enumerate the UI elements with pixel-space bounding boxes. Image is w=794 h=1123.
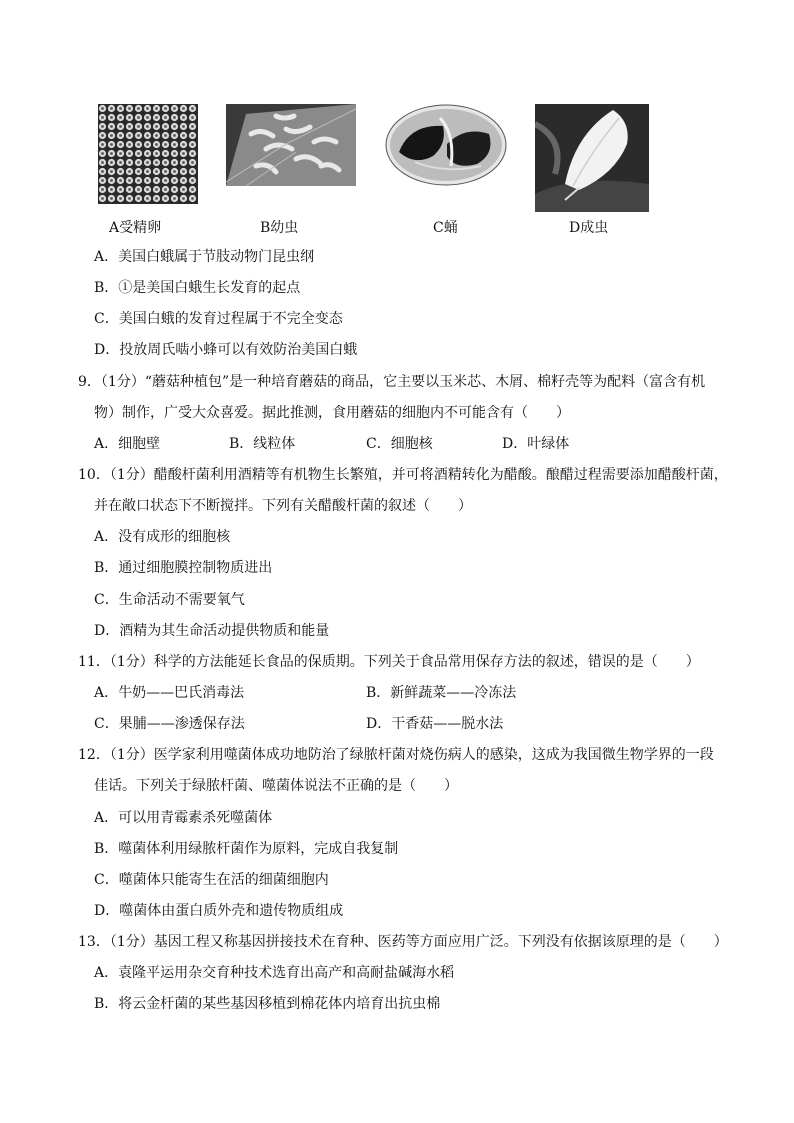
q11-stem: 11．（1分）科学的方法能延长食品的保质期。下列关于食品常用保存方法的叙述，错误的是（ ） <box>78 654 700 670</box>
q8-option-c: C．美国白蛾的发育过程属于不完全变态 <box>94 311 343 327</box>
q11-option-c: C．果脯——渗透保存法 <box>94 716 245 732</box>
q12-option-b: B．噬菌体利用绿脓杆菌作为原料，完成自我复制 <box>94 841 399 857</box>
eggs-image <box>98 104 198 204</box>
q9-stem-line2: 物）制作，广受大众喜爱。据此推测，食用蘑菇的细胞内不可能含有（ ） <box>94 405 570 421</box>
q10-option-a: A．没有成形的细胞核 <box>94 529 231 545</box>
q9-option-a: A．细胞壁 <box>94 436 161 452</box>
q10-stem-line2: 并在敞口状态下不断搅拌。下列有关醋酸杆菌的叙述（ ） <box>94 498 472 514</box>
q8-option-d: D．投放周氏啮小蜂可以有效防治美国白蛾 <box>94 342 358 358</box>
q12-option-c: C．噬菌体只能寄生在活的细菌细胞内 <box>94 872 329 888</box>
q11-option-a: A．牛奶——巴氏消毒法 <box>94 685 245 701</box>
q12-stem-line1: 12．（1分）医学家利用噬菌体成功地防治了绿脓杆菌对烧伤病人的感染，这成为我国微生物学界的一段 <box>78 747 714 763</box>
q13-option-b: B．将云金杆菌的某些基因移植到棉花体内培育出抗虫棉 <box>94 996 441 1012</box>
q9-stem-line1: 9．（1分）“蘑菇种植包”是一种培育蘑菇的商品，它主要以玉米芯、木屑、棉籽壳等为配料（富含有机 <box>78 374 706 390</box>
figure-caption-a: A受精卵 <box>109 220 162 236</box>
figure-caption-c: C蛹 <box>433 220 458 236</box>
q10-option-c: C．生命活动不需要氧气 <box>94 592 245 608</box>
larvae-image <box>226 104 356 186</box>
adult-moth-image <box>535 104 649 212</box>
figure-caption-b: B幼虫 <box>260 220 299 236</box>
q12-option-a: A．可以用青霉素杀死噬菌体 <box>94 810 273 826</box>
q8-option-b: B．①是美国白蛾生长发育的起点 <box>94 280 301 296</box>
figure-caption-d: D成虫 <box>569 220 609 236</box>
q10-option-b: B．通过细胞膜控制物质进出 <box>94 560 273 576</box>
q10-option-d: D．酒精为其生命活动提供物质和能量 <box>94 623 330 639</box>
q12-stem-line2: 佳话。下列关于绿脓杆菌、噬菌体说法不正确的是（ ） <box>94 778 458 794</box>
q11-option-b: B．新鲜蔬菜——冷冻法 <box>366 685 517 701</box>
q9-option-b: B．线粒体 <box>229 436 296 452</box>
q9-option-d: D．叶绿体 <box>502 436 570 452</box>
q11-option-d: D．干香菇——脱水法 <box>366 716 504 732</box>
q13-stem: 13．（1分）基因工程又称基因拼接技术在育种、医药等方面应用广泛。下列没有依据该原理的是（ ） <box>78 934 728 950</box>
figure-row <box>95 104 655 234</box>
q10-stem-line1: 10．（1分）醋酸杆菌利用酒精等有机物生长繁殖，并可将酒精转化为醋酸。酿醋过程需要添加醋酸杆菌， <box>78 467 728 483</box>
q8-option-a: A．美国白蛾属于节肢动物门昆虫纲 <box>94 249 315 265</box>
q12-option-d: D．噬菌体由蛋白质外壳和遗传物质组成 <box>94 903 344 919</box>
q9-option-c: C．细胞核 <box>366 436 433 452</box>
q13-option-a: A．袁隆平运用杂交育种技术选育出高产和高耐盐碱海水稻 <box>94 965 455 981</box>
pupa-image <box>385 104 507 186</box>
